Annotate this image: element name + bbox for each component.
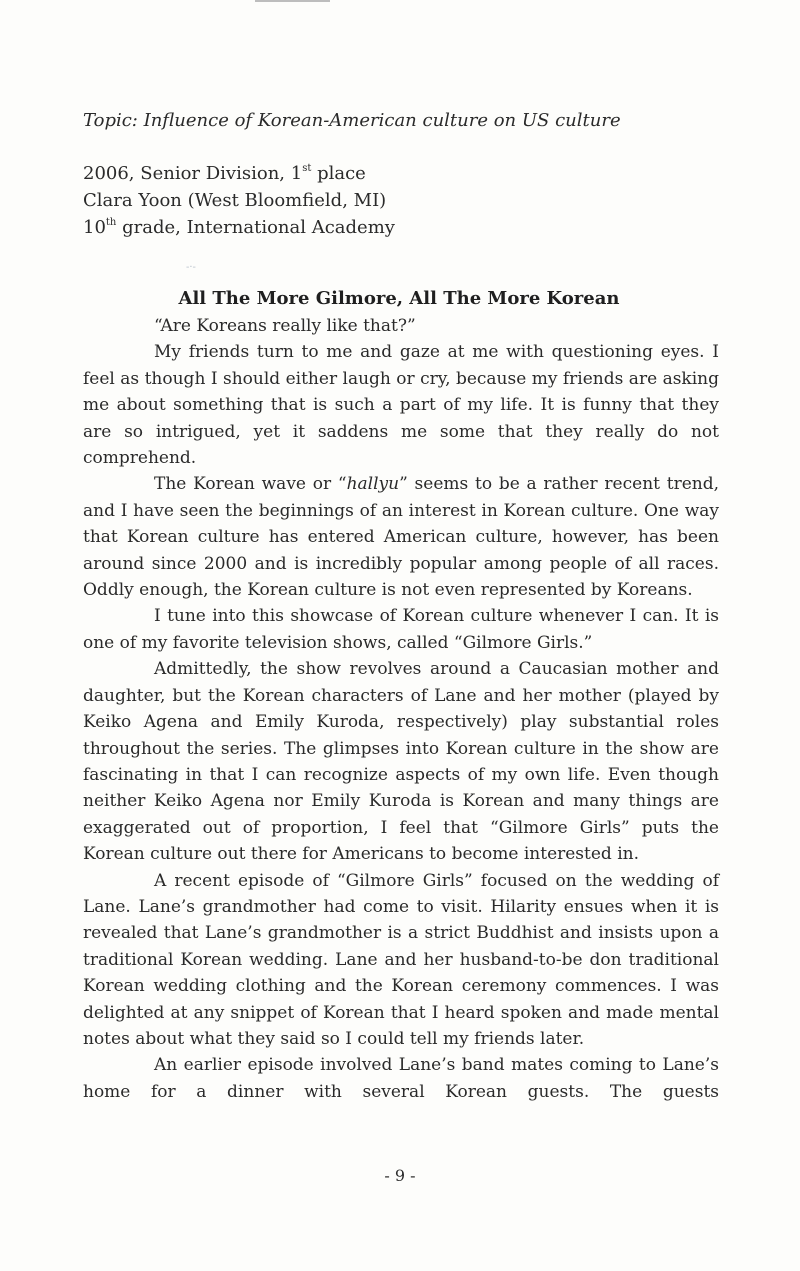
author-line: Clara Yoon (West Bloomfield, MI) xyxy=(83,190,387,211)
essay-paragraph: “Are Koreans really like that?” xyxy=(154,316,416,336)
grade-number: 10 xyxy=(83,217,106,238)
award-place-word: place xyxy=(311,163,366,184)
grade-school: grade, International Academy xyxy=(116,217,395,238)
award-year-division: 2006, Senior Division, 1 xyxy=(83,163,303,184)
paragraph-text: ” seems to be a rather recent trend, and I have seen the beginnings of an interest in Korean culture. One way that Korean culture has entered American culture, however, has been around since 2000 and is incredibly popular among people of all races. Oddly enough, the Korean culture is not even represented by Koreans. xyxy=(83,474,719,601)
essay-paragraph: An earlier episode involved Lane’s band mates coming to Lane’s home for a dinner with several Korean guests. The guests xyxy=(83,1055,719,1102)
scan-edge-mark xyxy=(255,0,330,2)
essay-paragraph xyxy=(83,471,719,603)
essay-title: All The More Gilmore, All The More Korean xyxy=(178,288,620,309)
paragraph-text: The Korean wave or “ xyxy=(154,474,347,495)
essay-paragraph: My friends turn to me and gaze at me with questioning eyes. I feel as though I should either laugh or cry, because my friends are asking me about something that is such a part of my life. It is funny that they are so intrigued, yet it saddens me some that they really do not comprehend. xyxy=(83,342,719,469)
award-info xyxy=(83,160,763,241)
grade-suffix: th xyxy=(105,217,117,228)
essay-paragraph: Admittedly, the show revolves around a Caucasian mother and daughter, but the Korean characters of Lane and her mother (played by Keiko Agena and Emily Kuroda, respectively) play substantial roles throughout the series. The glimpses into Korean culture in the show are fascinating in that I can recognize aspects of my own life. Even though neither Keiko Agena nor Emily Kuroda is Korean and many things are exaggerated out of proportion, I feel that “Gilmore Girls” puts the Korean culture out there for Americans to become interested in. xyxy=(83,659,719,865)
essay-paragraph: I tune into this showcase of Korean culture whenever I can. It is one of my favorite television shows, called “Gilmore Girls.” xyxy=(83,606,719,653)
page-number: - 9 - xyxy=(384,1166,416,1185)
faint-scan-mark: -·- xyxy=(186,262,196,273)
topic-heading: Topic: Influence of Korean-American culture on US culture xyxy=(83,110,621,131)
award-line xyxy=(83,160,763,187)
grade-line xyxy=(83,214,763,241)
italic-term: hallyu xyxy=(346,474,400,495)
essay-body xyxy=(83,313,719,1105)
award-place-suffix: st xyxy=(302,163,312,174)
essay-paragraph: A recent episode of “Gilmore Girls” focused on the wedding of Lane. Lane’s grandmother had come to visit. Hilarity ensues when it is revealed that Lane’s grandmother is a strict Buddhist and insists upon a traditional Korean wedding. Lane and her husband-to-be don traditional Korean wedding clothing and the Korean ceremony commences. I was delighted at any snippet of Korean that I heard spoken and made mental notes about what they said so I could tell my friends later. xyxy=(83,870,719,1049)
